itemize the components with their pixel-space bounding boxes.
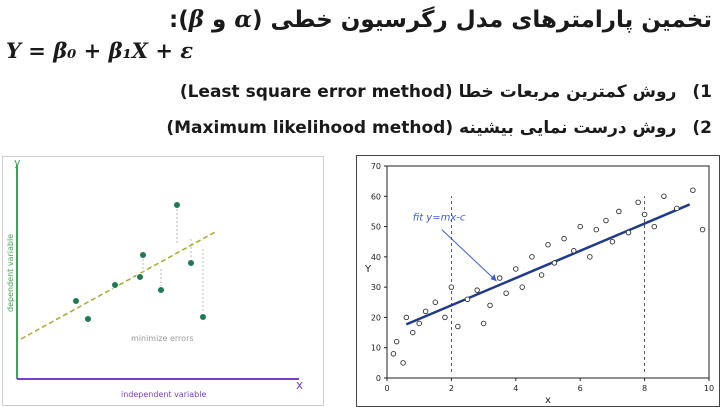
y-tick-label: 10 (370, 343, 381, 353)
title-and: و (204, 7, 235, 33)
data-point (200, 314, 207, 321)
scatter-point (675, 206, 680, 211)
illustration-svg (3, 157, 323, 405)
slide-title (169, 6, 712, 33)
title-text: تخمین پارامترهای مدل رگرسیون خطی ( (252, 7, 712, 33)
scatter-point (488, 303, 493, 308)
scatter-point (443, 315, 448, 320)
scatter-point (571, 249, 576, 254)
y-tick-label: 50 (370, 222, 381, 232)
scatter-point (391, 351, 396, 356)
plot-frame (387, 166, 709, 378)
method-1-number: 1) (692, 82, 712, 102)
x-tick-label: 10 (703, 384, 715, 393)
scatter-point (410, 330, 415, 335)
x-tick-label: 8 (642, 384, 648, 393)
method-2-number: 2) (692, 118, 712, 138)
scatter-point (530, 255, 535, 260)
y-tick-label: 60 (370, 192, 381, 202)
scatter-point (417, 321, 422, 326)
x-axis-label: independent variable (121, 390, 207, 399)
scatter-chart (356, 155, 720, 407)
illustration-points (73, 202, 207, 323)
scatter-point (636, 200, 641, 205)
scatter-point (456, 324, 461, 329)
scatter-point (642, 212, 647, 217)
scatter-point (552, 261, 557, 266)
y-axis-label: dependent variable (6, 233, 15, 312)
data-point (174, 202, 181, 209)
y-axis-letter: y (14, 157, 21, 169)
scatter-point (626, 230, 631, 235)
method-1 (180, 82, 712, 102)
x-axis-title: x (545, 395, 551, 406)
scatter-point (546, 242, 551, 247)
plot-area (364, 162, 714, 406)
scatter-point (520, 285, 525, 290)
scatter-point (662, 194, 667, 199)
data-point (188, 260, 195, 267)
scatter-point (449, 285, 454, 290)
minimize-errors-label: minimize errors (131, 334, 194, 343)
y-tick-label: 70 (370, 162, 381, 171)
scatter-point (401, 361, 406, 366)
scatter-point (465, 297, 470, 302)
scatter-point (433, 300, 438, 305)
data-point (85, 316, 92, 323)
annotation-arrowhead (490, 274, 496, 281)
data-point (140, 252, 147, 259)
scatter-point (404, 315, 409, 320)
scatter-point (604, 218, 609, 223)
data-point (112, 282, 119, 289)
title-alpha: α (234, 6, 253, 33)
scatter-point (588, 255, 593, 260)
method-2 (166, 118, 712, 138)
annotation-arrow (442, 230, 497, 281)
scatter-point (652, 224, 657, 229)
scatter-point (514, 267, 519, 272)
x-tick-label: 0 (384, 384, 390, 393)
scatter-svg (357, 156, 719, 406)
x-tick-label: 6 (577, 384, 583, 393)
regression-equation: Y = β₀ + β₁X + ε (6, 38, 193, 63)
data-point (158, 287, 165, 294)
scatter-point (497, 276, 502, 281)
y-tick-label: 0 (375, 374, 381, 383)
y-tick-label: 30 (370, 283, 381, 293)
regression-illustration (2, 156, 324, 406)
scatter-point (539, 273, 544, 278)
scatter-point (594, 227, 599, 232)
scatter-point (700, 227, 705, 232)
title-beta: β (188, 6, 204, 33)
y-tick-label: 40 (370, 252, 381, 262)
x-tick-label: 4 (513, 384, 519, 393)
method-2-text: روش درست نمایی بیشینه (Maximum likelihood method) (166, 118, 677, 138)
scatter-point (475, 288, 480, 293)
scatter-point (578, 224, 583, 229)
y-axis-title: Y (365, 264, 372, 275)
x-axis-letter: x (296, 378, 304, 392)
scatter-point (394, 339, 399, 344)
scatter-point (691, 188, 696, 193)
scatter-point (610, 239, 615, 244)
title-end: ): (169, 7, 189, 33)
y-tick-label: 20 (370, 313, 381, 323)
x-tick-label: 2 (448, 384, 454, 393)
scatter-point (562, 236, 567, 241)
scatter-point (617, 209, 622, 214)
scatter-point (423, 309, 428, 314)
scatter-point (504, 291, 509, 296)
data-point (137, 274, 144, 281)
scatter-point (481, 321, 486, 326)
method-1-text: روش کمترین مربعات خطا (Least square error method) (179, 82, 677, 102)
data-point (73, 298, 80, 305)
fit-annotation: fit y=mx-c (412, 212, 466, 224)
